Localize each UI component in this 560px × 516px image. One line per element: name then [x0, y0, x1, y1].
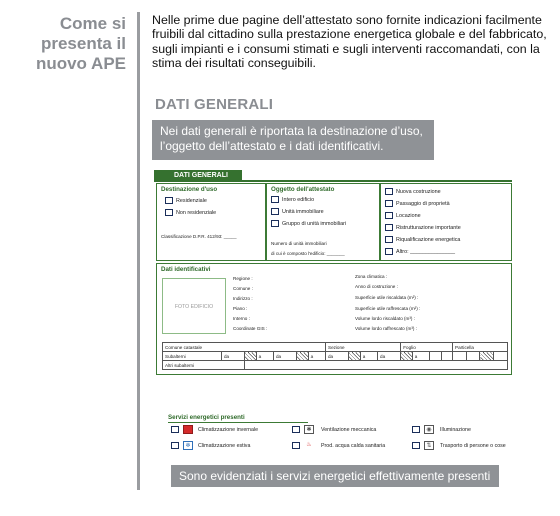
table-cell: Comune catastale — [163, 343, 326, 352]
unita-immobiliare-checkbox[interactable] — [271, 208, 279, 215]
destinazione-title: Destinazione d'uso — [161, 186, 218, 193]
destinazione-box — [156, 183, 266, 261]
oggetto-title: Oggetto dell'attestato — [271, 186, 335, 193]
motivazione-box — [380, 183, 512, 261]
service-checkbox[interactable] — [412, 442, 420, 449]
zona-climatica-field: Zona climatica : — [355, 274, 388, 279]
table-cell — [430, 352, 441, 361]
table-cell: Foglio — [401, 343, 453, 352]
classificazione-label: Classificazione D.P.R. 412/93: _____ — [161, 234, 237, 239]
motivazione-label: Nuova costruzione — [396, 189, 441, 195]
table-row — [163, 352, 508, 361]
sidebar-title-line: presenta il — [40, 34, 126, 53]
comune-field: Comune : — [233, 286, 253, 291]
energy-services-panel — [168, 414, 528, 460]
motivazione-checkbox[interactable] — [385, 236, 393, 243]
non-residenziale-label: Non residenziale — [176, 210, 217, 216]
superficie-raffrescata-field: Superficie utile raffrescata (m²) : — [355, 306, 421, 311]
interno-field: Interno : — [233, 316, 250, 321]
service-label: Climatizzazione invernale — [198, 427, 259, 433]
motivazione-label: Passaggio di proprietà — [396, 201, 450, 207]
service-label: Prod. acqua calda sanitaria — [321, 443, 386, 449]
elevator-icon: ⇅ — [424, 441, 434, 450]
table-cell-hatched — [349, 352, 360, 361]
table-cell: a — [360, 352, 377, 361]
table-row — [163, 343, 508, 352]
table-cell — [466, 352, 480, 361]
motivazione-checkbox[interactable] — [385, 212, 393, 219]
table-cell: a — [308, 352, 325, 361]
sidebar-title-line: nuovo APE — [35, 54, 126, 73]
identificativi-title: Dati identificativi — [161, 266, 211, 273]
sidebar-title — [22, 14, 126, 74]
residenziale-label: Residenziale — [176, 198, 207, 204]
section-heading: DATI GENERALI — [155, 96, 274, 113]
table-cell: Particella — [453, 343, 508, 352]
motivazione-checkbox[interactable] — [385, 188, 393, 195]
table-cell: da — [326, 352, 349, 361]
service-checkbox[interactable] — [412, 426, 420, 433]
gruppo-unita-label: Gruppo di unità immobiliari — [282, 221, 347, 227]
volume-raffrescato-field: Volume lordo raffrescato (m³) : — [355, 326, 417, 331]
numero-unita-note: di cui è composto l'edificio: _______ — [271, 251, 345, 256]
numero-unita-label: Numero di unità immobiliari — [271, 241, 327, 246]
coordinate-gis-field: Coordinate GIS : — [233, 326, 268, 331]
table-row — [163, 361, 508, 370]
table-cell-hatched — [297, 352, 308, 361]
table-cell — [441, 352, 452, 361]
motivazione-checkbox[interactable] — [385, 200, 393, 207]
table-cell — [494, 352, 508, 361]
sidebar-divider — [137, 12, 140, 490]
table-cell: da — [221, 352, 244, 361]
motivazione-label: Altro: _______________ — [396, 249, 456, 255]
volume-riscaldato-field: Volume lordo riscaldato (m³) : — [355, 316, 415, 321]
intero-edificio-checkbox[interactable] — [271, 196, 279, 203]
faucet-icon: ♨ — [306, 442, 312, 448]
oggetto-box — [266, 183, 380, 261]
radiator-icon — [183, 425, 193, 434]
motivazione-label: Ristrutturazione importante — [396, 225, 461, 231]
service-label: Illuminazione — [440, 427, 471, 433]
indirizzo-field: Indirizzo : — [233, 296, 253, 301]
table-cell: Altri subalterni — [163, 361, 245, 370]
callout-energy-services: Sono evidenziati i servizi energetici effettivamente presenti — [171, 465, 499, 487]
motivazione-checkbox[interactable] — [385, 248, 393, 255]
services-title-rule — [168, 422, 308, 423]
service-checkbox[interactable] — [292, 442, 300, 449]
building-photo-placeholder — [162, 278, 226, 334]
motivazione-checkbox[interactable] — [385, 224, 393, 231]
table-cell: a — [412, 352, 429, 361]
service-checkbox[interactable] — [171, 426, 179, 433]
motivazione-label: Locazione — [396, 213, 421, 219]
ape-form-general-data — [154, 170, 514, 375]
service-label: Ventilazione meccanica — [321, 427, 377, 433]
table-cell: Subalterni — [163, 352, 222, 361]
intro-paragraph: Nelle prime due pagine dell’attestato sono fornite indicazioni facilmente fruibili dal cittadino sulla prestazione energetica globale e del fabbricato, sugli impianti e i consumi stimati e sugli interventi raccomandati, con la stima dei risultati conseguibili. — [152, 13, 547, 71]
regione-field: Regione : — [233, 276, 253, 281]
callout-general-data: Nei dati generali è riportata la destinazione d’uso, l’oggetto dell’attestato e i dati identificativi. — [152, 120, 434, 160]
cadastral-table — [162, 342, 508, 370]
table-cell — [245, 361, 508, 370]
snowflake-icon: ❄ — [183, 441, 193, 450]
service-checkbox[interactable] — [292, 426, 300, 433]
table-cell: Sezione — [326, 343, 401, 352]
service-label: Climatizzazione estiva — [198, 443, 251, 449]
fan-icon: ✱ — [304, 425, 314, 434]
sidebar-title-line: Come si — [59, 14, 126, 33]
table-cell-hatched — [480, 352, 494, 361]
table-cell-hatched — [401, 352, 412, 361]
superficie-riscaldata-field: Superficie utile riscaldata (m²) : — [355, 295, 419, 300]
services-title: Servizi energetici presenti — [168, 414, 245, 421]
service-label: Trasporto di persone o cose — [440, 443, 506, 449]
motivazione-label: Riqualificazione energetica — [396, 237, 461, 243]
gruppo-unita-checkbox[interactable] — [271, 220, 279, 227]
service-checkbox[interactable] — [171, 442, 179, 449]
anno-costruzione-field: Anno di costruzione : — [355, 284, 398, 289]
table-cell-hatched — [245, 352, 256, 361]
table-cell: a — [256, 352, 273, 361]
form-tab: DATI GENERALI — [154, 170, 242, 182]
table-cell: da — [378, 352, 401, 361]
non-residenziale-checkbox[interactable] — [165, 209, 173, 216]
table-cell: da — [273, 352, 296, 361]
lightbulb-icon: ◉ — [424, 425, 434, 434]
table-cell — [453, 352, 467, 361]
identificativi-box — [156, 263, 512, 375]
intero-edificio-label: Intero edificio — [282, 197, 315, 203]
unita-immobiliare-label: Unità immobiliare — [282, 209, 324, 215]
residenziale-checkbox[interactable] — [165, 197, 173, 204]
photo-label: FOTO EDIFICIO — [174, 304, 214, 310]
piano-field: Piano : — [233, 306, 248, 311]
